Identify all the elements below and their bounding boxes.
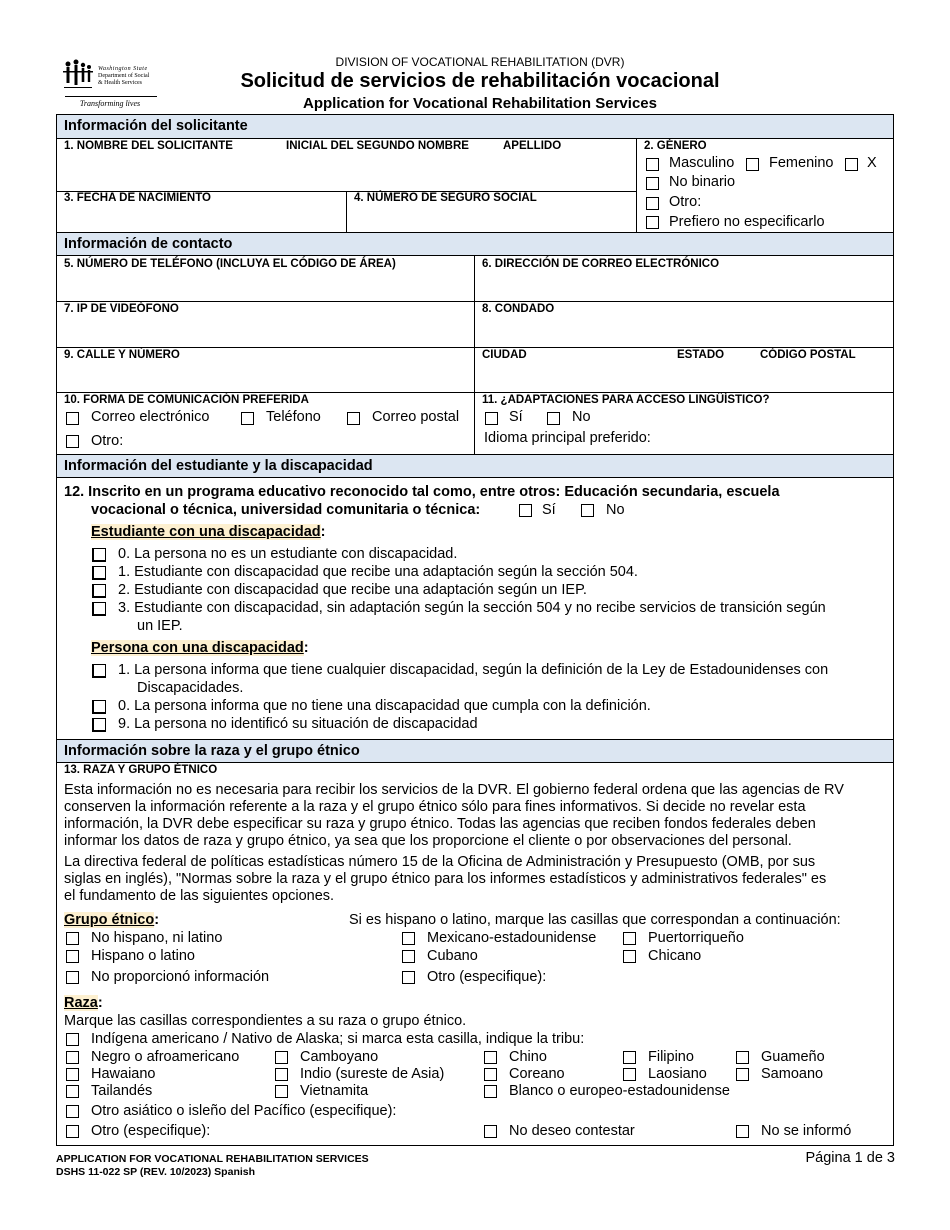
person-0-checkbox[interactable] bbox=[92, 700, 106, 714]
indian-checkbox[interactable] bbox=[275, 1068, 288, 1081]
name-label: 1. NOMBRE DEL SOLICITANTE bbox=[64, 140, 233, 152]
indian-label: Indio (sureste de Asia) bbox=[300, 1066, 445, 1082]
page-title: Solicitud de servicios de rehabilitación vocacional bbox=[240, 70, 720, 92]
hispanic-note: Si es hispano o latino, marque las casillas que correspondan a continuación: bbox=[349, 912, 841, 928]
student-3-checkbox[interactable] bbox=[92, 602, 106, 616]
gender-male-label: Masculino bbox=[669, 155, 735, 171]
korean-checkbox[interactable] bbox=[484, 1068, 497, 1081]
comm-pref-label: 10. FORMA DE COMUNICACIÓN PREFERIDA bbox=[64, 394, 309, 406]
comm-other-checkbox[interactable] bbox=[66, 435, 79, 448]
chinese-label: Chino bbox=[509, 1049, 547, 1065]
lang-no-label: No bbox=[572, 409, 591, 425]
other-asian-label: Otro asiático o isleño del Pacífico (especifique): bbox=[91, 1103, 397, 1119]
hispanic-other-label: Otro (especifique): bbox=[427, 969, 547, 985]
person-1-checkbox[interactable] bbox=[92, 664, 106, 678]
student-disability-heading: Estudiante con una discapacidad bbox=[91, 524, 321, 540]
student-1-checkbox[interactable] bbox=[92, 566, 106, 580]
section-contact-info: Información de contacto bbox=[57, 232, 893, 256]
logo-dept-2: & Health Services bbox=[98, 80, 142, 86]
gender-other-checkbox[interactable] bbox=[646, 197, 659, 210]
hispanic-other-checkbox[interactable] bbox=[402, 971, 415, 984]
race-info-paragraph-1: Esta información no es necesaria para recibir los servicios de la DVR. El gobierno federal ordena que las agencias de RV conserven la información referente a la raza y el grupo étnico sólo para fines informativos. Si decide no revelar esta información, la DVR debe especificar su raza y grupo étnico. Todas las agencias que reciben fondos federales deben informar los datos de raza y grupo étnico, ya sea que los proporcione el cliente o por observaciones del personal. bbox=[64, 782, 844, 849]
person-9-label: 9. La persona no identificó su situación de discapacidad bbox=[118, 716, 478, 732]
thai-checkbox[interactable] bbox=[66, 1085, 79, 1098]
gender-x-label: X bbox=[867, 155, 877, 171]
no-info-label: No proporcionó información bbox=[91, 969, 270, 985]
enrolled-no-checkbox[interactable] bbox=[581, 504, 594, 517]
gender-female-checkbox[interactable] bbox=[746, 158, 759, 171]
puerto-rican-label: Puertorriqueño bbox=[648, 930, 744, 946]
other-asian-checkbox[interactable] bbox=[66, 1105, 79, 1118]
page-subtitle: Application for Vocational Rehabilitation Services bbox=[303, 95, 657, 112]
person-1-label-cont: Discapacidades. bbox=[137, 680, 244, 696]
videophone-label: 7. IP DE VIDEÓFONO bbox=[64, 303, 179, 315]
black-checkbox[interactable] bbox=[66, 1051, 79, 1064]
race-info-paragraph-2: La directiva federal de políticas estadísticas número 15 de la Oficina de Administración y Presupuesto (OMB, por sus siglas en inglés), "Normas sobre la raza y el grupo étnico para los informes estadísticos y administrativos federales" es el fundamento de las siguientes opciones. bbox=[64, 854, 827, 904]
chinese-checkbox[interactable] bbox=[484, 1051, 497, 1064]
laotian-checkbox[interactable] bbox=[623, 1068, 636, 1081]
race-instructions: Marque las casillas correspondientes a su raza o grupo étnico. bbox=[64, 1013, 467, 1029]
black-label: Negro o afroamericano bbox=[91, 1049, 240, 1065]
gender-x-checkbox[interactable] bbox=[845, 158, 858, 171]
student-3-label: 3. Estudiante con discapacidad, sin adaptación según la sección 504 y no recibe servicios de transición según bbox=[118, 600, 826, 616]
cuban-label: Cubano bbox=[427, 948, 478, 964]
comm-mail-label: Correo postal bbox=[372, 409, 460, 425]
race-other-label: Otro (especifique): bbox=[91, 1123, 211, 1139]
comm-email-label: Correo electrónico bbox=[91, 409, 210, 425]
guam-checkbox[interactable] bbox=[736, 1051, 749, 1064]
primary-language-label: Idioma principal preferido: bbox=[484, 430, 651, 446]
samoan-label: Samoano bbox=[761, 1066, 824, 1082]
gender-other-label: Otro: bbox=[669, 194, 702, 210]
middle-initial-label: INICIAL DEL SEGUNDO NOMBRE bbox=[286, 140, 469, 152]
email-label: 6. DIRECCIÓN DE CORREO ELECTRÓNICO bbox=[482, 258, 720, 270]
lang-access-label: 11. ¿ADAPTACIONES PARA ACCESO LINGÜÍSTICO? bbox=[482, 394, 770, 406]
lang-no-checkbox[interactable] bbox=[547, 412, 560, 425]
section-student-disability: Información del estudiante y la discapacidad bbox=[57, 454, 893, 478]
native-label: Indígena americano / Nativo de Alaska; si marca esta casilla, indique la tribu: bbox=[91, 1031, 585, 1047]
laotian-label: Laosiano bbox=[648, 1066, 707, 1082]
last-name-label: APELLIDO bbox=[503, 140, 562, 152]
white-checkbox[interactable] bbox=[484, 1085, 497, 1098]
ssn-label: 4. NÚMERO DE SEGURO SOCIAL bbox=[354, 192, 537, 204]
vietnamese-checkbox[interactable] bbox=[275, 1085, 288, 1098]
korean-label: Coreano bbox=[509, 1066, 565, 1082]
filipino-checkbox[interactable] bbox=[623, 1051, 636, 1064]
student-0-checkbox[interactable] bbox=[92, 548, 106, 562]
person-0-label: 0. La persona informa que no tiene una discapacidad que cumpla con la definición. bbox=[118, 698, 651, 714]
q12-line2: vocacional o técnica, universidad comunitaria o técnica: bbox=[91, 502, 481, 518]
enrolled-yes-checkbox[interactable] bbox=[519, 504, 532, 517]
comm-phone-checkbox[interactable] bbox=[241, 412, 254, 425]
white-label: Blanco o europeo-estadounidense bbox=[509, 1083, 730, 1099]
person-9-checkbox[interactable] bbox=[92, 718, 106, 732]
county-label: 8. CONDADO bbox=[482, 303, 555, 315]
mexican-label: Mexicano-estadounidense bbox=[427, 930, 597, 946]
lang-yes-checkbox[interactable] bbox=[485, 412, 498, 425]
person-1-label: 1. La persona informa que tiene cualquier discapacidad, según la definición de la Ley de Estadounidenses con bbox=[118, 662, 829, 678]
student-2-checkbox[interactable] bbox=[92, 584, 106, 598]
thai-label: Tailandés bbox=[91, 1083, 153, 1099]
application-form: Información del solicitante 1. NOMBRE DEL SOLICITANTE INICIAL DEL SEGUNDO NOMBRE APELLIDO 3. FECHA DE NACIMIENTO 4. NÚMERO DE SEGURO SOCIAL 2. GÉNERO Masculino Femenino X No binario Otro: Prefiero no especificarlo Información de contacto 5. NÚMERO DE TELÉFONO (INCLUYA EL CÓDIGO DE ÁREA) 6. DIRECCIÓN DE CORREO ELECTRÓNICO 7. IP DE VIDEÓFONO 8. CONDADO 9. CALLE Y NÚMERO CIUDAD ESTADO CÓDIGO POSTAL 10. FORMA DE COMUNICACIÓN PREFERIDA Correo electrónico Teléfono Correo postal Otro: 11. ¿ADAPTACIONES PARA ACCESO LINGÜÍSTICO? Sí No Idioma principal preferido: Información del estudiante y la discapacidad 12. Inscrito en un programa educativo reconocido tal como, entre otros: Educación secundaria, escuela vocacional o técnica, universidad comunitaria o técnica: Sí No Estudiante con una discapacidad: 0. La persona no es un estudiante con discapacidad. 1. Estudiante con discapacidad que recibe una adaptación según la sección 504. 2. Estudiante con discapacidad que recibe una adaptación según un IEP. 3. Estudiante con discapacidad, sin adaptación según la sección 504 y no recibe servicios de transición según un IEP. Persona con una discapacidad: 1. La persona informa que tiene cualquier discapacidad, según la definición de la Ley de Estadounidenses con Discapacidades. 0. La persona informa que no tiene una discapacidad que cumpla con la definición. 9. La persona no identificó su situación de discapacidad Información sobre la raza y el grupo étnico 13. RAZA Y GRUPO ÉTNICO Esta información no es necesaria para recibir los servicios de la DVR. El gobierno federal ordena que las agencias de RV conserven la información referente a la raza y el grupo étnico sólo para fines informativos. Si decide no revelar esta información, la DVR debe especificar su raza y grupo étnico. Todas las agencias que reciben fondos federales deben informar los datos de raza y grupo étnico, ya sea que los proporcione el cliente o por observaciones del personal. La directiva federal de políticas estadísticas número 15 de la Oficina de Administración y Presupuesto (OMB, por sus siglas en inglés), "Normas sobre la raza y el grupo étnico para los informes estadísticos y administrativos federales" es el fundamento de las siguientes opciones. Grupo étnico: Si es hispano o latino, marque las casillas que correspondan a continuación: No hispano, ni latino Hispano o latino No proporcionó información Mexicano-estadounidense Puertorriqueño Cubano Chicano Otro (especifique): Raza: Marque las casillas correspondientes a su raza o grupo étnico. Indígena americano / Nativo de Alaska; si marca esta casilla, indique la tribu: Negro o afroamericano Camboyano Chino Filipino Guameño Hawaiano Indio (sureste de Asia) Coreano Laosiano Samoano Tailandés Vietnamita Blanco o europeo-estadounidense Otro asiático o isleño del Pacífico (especifique): Otro (especifique): No deseo contestar No se informó bbox=[56, 114, 894, 1146]
puerto-rican-checkbox[interactable] bbox=[623, 932, 636, 945]
q12-line1: 12. Inscrito en un programa educativo reconocido tal como, entre otros: Educación secundaria, escuela bbox=[64, 484, 780, 500]
hawaiian-checkbox[interactable] bbox=[66, 1068, 79, 1081]
comm-mail-checkbox[interactable] bbox=[347, 412, 360, 425]
gender-nonbinary-checkbox[interactable] bbox=[646, 177, 659, 190]
street-label: 9. CALLE Y NÚMERO bbox=[64, 349, 180, 361]
comm-other-label: Otro: bbox=[91, 433, 124, 449]
phone-label: 5. NÚMERO DE TELÉFONO (INCLUYA EL CÓDIGO DE ÁREA) bbox=[64, 258, 396, 270]
dob-label: 3. FECHA DE NACIMIENTO bbox=[64, 192, 211, 204]
comm-email-checkbox[interactable] bbox=[66, 412, 79, 425]
no-answer-label: No deseo contestar bbox=[509, 1123, 635, 1139]
cambodian-checkbox[interactable] bbox=[275, 1051, 288, 1064]
chicano-checkbox[interactable] bbox=[623, 950, 636, 963]
ethnic-group-heading: Grupo étnico bbox=[64, 912, 155, 928]
not-reported-checkbox[interactable] bbox=[736, 1125, 749, 1138]
hawaiian-label: Hawaiano bbox=[91, 1066, 156, 1082]
samoan-checkbox[interactable] bbox=[736, 1068, 749, 1081]
race-ethnicity-label: 13. RAZA Y GRUPO ÉTNICO bbox=[64, 764, 218, 776]
non-hispanic-checkbox[interactable] bbox=[66, 932, 79, 945]
gender-female-label: Femenino bbox=[769, 155, 834, 171]
vietnamese-label: Vietnamita bbox=[300, 1083, 369, 1099]
person-disability-heading: Persona con una discapacidad bbox=[91, 640, 304, 656]
logo-dept-1: Department of Social bbox=[98, 73, 150, 79]
filipino-label: Filipino bbox=[648, 1049, 694, 1065]
footer-form-title: APPLICATION FOR VOCATIONAL REHABILITATION SERVICES bbox=[56, 1153, 369, 1165]
not-reported-label: No se informó bbox=[761, 1123, 852, 1139]
race-heading: Raza bbox=[64, 995, 98, 1011]
enrolled-no-label: No bbox=[606, 502, 625, 518]
cuban-checkbox[interactable] bbox=[402, 950, 415, 963]
section-race-ethnicity: Información sobre la raza y el grupo étnico bbox=[57, 739, 893, 763]
comm-phone-label: Teléfono bbox=[266, 409, 321, 425]
dshs-logo bbox=[62, 58, 158, 110]
gender-male-checkbox[interactable] bbox=[646, 158, 659, 171]
native-checkbox[interactable] bbox=[66, 1033, 79, 1046]
gender-label: 2. GÉNERO bbox=[644, 140, 707, 152]
division-heading: DIVISION OF VOCATIONAL REHABILITATION (DVR) bbox=[335, 55, 625, 69]
student-1-label: 1. Estudiante con discapacidad que recibe una adaptación según la sección 504. bbox=[118, 564, 638, 580]
lang-yes-label: Sí bbox=[509, 409, 523, 425]
non-hispanic-label: No hispano, ni latino bbox=[91, 930, 223, 946]
guam-label: Guameño bbox=[761, 1049, 825, 1065]
cambodian-label: Camboyano bbox=[300, 1049, 379, 1065]
hispanic-checkbox[interactable] bbox=[66, 950, 79, 963]
student-2-label: 2. Estudiante con discapacidad que recibe una adaptación según un IEP. bbox=[118, 582, 587, 598]
enrolled-yes-label: Sí bbox=[542, 502, 556, 518]
hispanic-label: Hispano o latino bbox=[91, 948, 195, 964]
footer-form-number: DSHS 11-022 SP (REV. 10/2023) Spanish bbox=[56, 1166, 256, 1178]
family-figures-icon bbox=[62, 58, 94, 92]
student-3-label-cont: un IEP. bbox=[137, 618, 183, 634]
chicano-label: Chicano bbox=[648, 948, 702, 964]
no-info-checkbox[interactable] bbox=[66, 971, 79, 984]
logo-tagline: Transforming lives bbox=[79, 99, 141, 108]
logo-state: Washington State bbox=[98, 66, 148, 72]
student-0-label: 0. La persona no es un estudiante con discapacidad. bbox=[118, 546, 458, 562]
mexican-checkbox[interactable] bbox=[402, 932, 415, 945]
page-number: Página 1 de 3 bbox=[805, 1150, 895, 1166]
section-applicant-info: Información del solicitante bbox=[57, 115, 893, 139]
zip-label: CÓDIGO POSTAL bbox=[760, 349, 856, 361]
race-other-checkbox[interactable] bbox=[66, 1125, 79, 1138]
gender-prefer-not-checkbox[interactable] bbox=[646, 216, 659, 229]
city-label: CIUDAD bbox=[482, 349, 527, 361]
no-answer-checkbox[interactable] bbox=[484, 1125, 497, 1138]
state-label: ESTADO bbox=[677, 349, 725, 361]
gender-prefer-not-label: Prefiero no especificarlo bbox=[669, 214, 825, 230]
gender-nonbinary-label: No binario bbox=[669, 174, 736, 190]
